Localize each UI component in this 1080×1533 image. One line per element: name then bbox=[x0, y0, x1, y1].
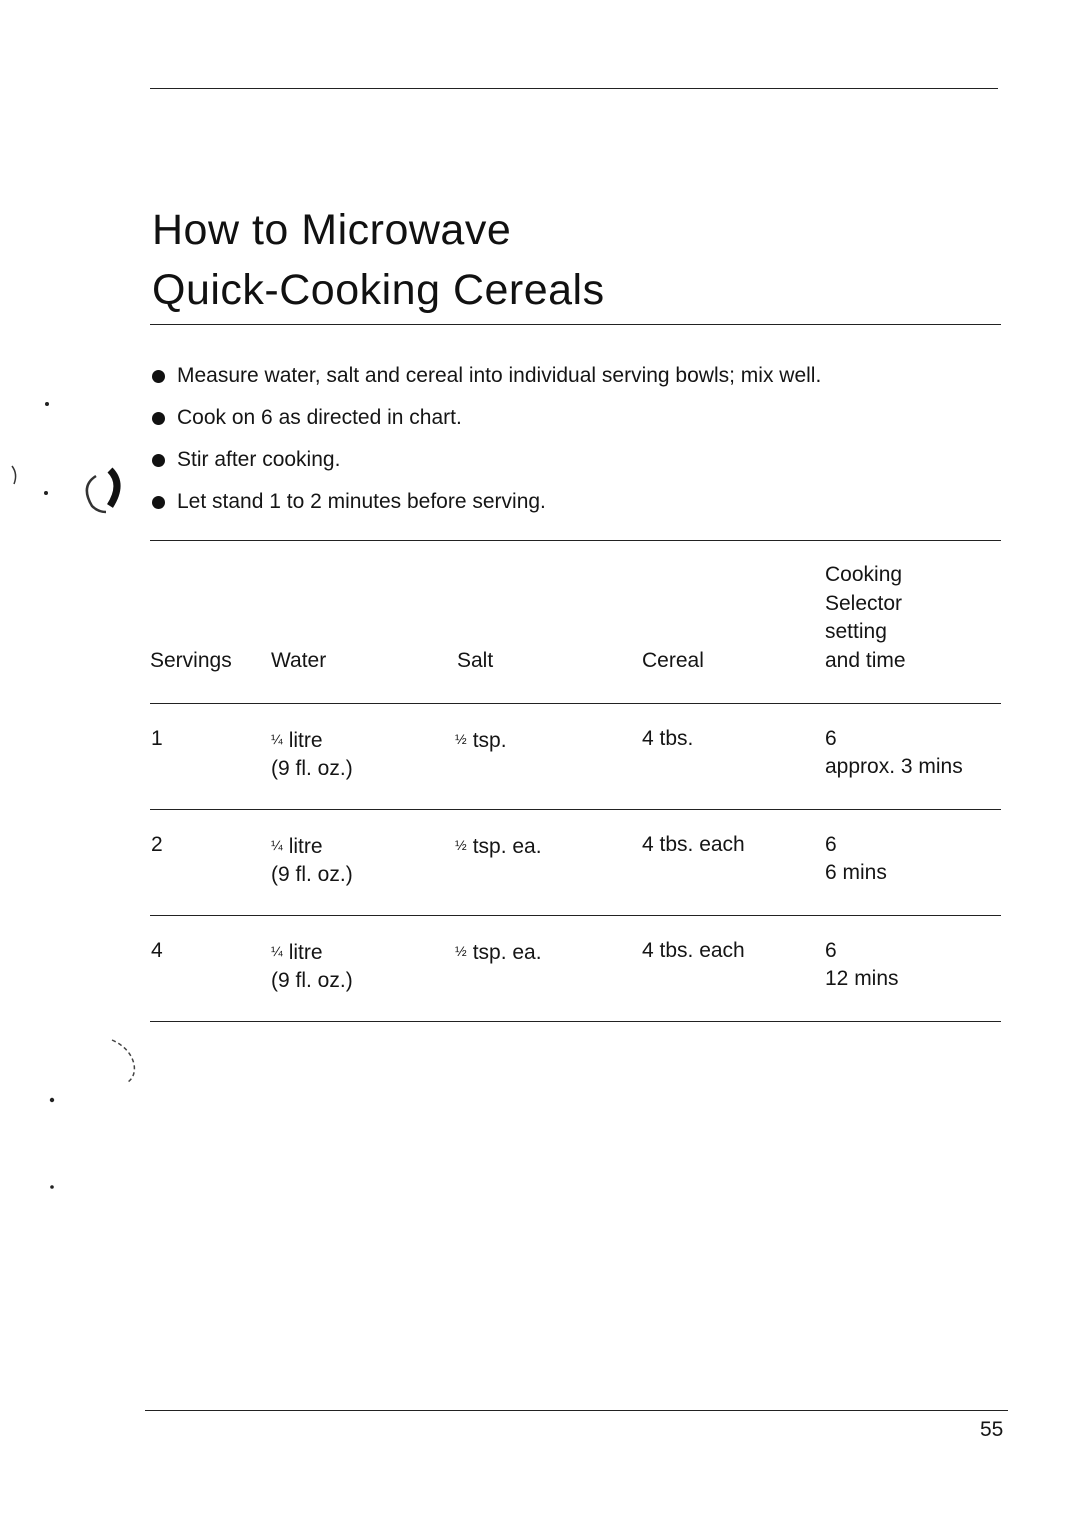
water-unit: litre bbox=[288, 941, 323, 964]
cell-salt bbox=[455, 937, 542, 967]
row-1-rule bbox=[150, 809, 1001, 810]
bullet-dot-icon bbox=[152, 496, 165, 509]
cell-salt bbox=[455, 725, 507, 755]
water-unit: litre bbox=[288, 835, 323, 858]
instruction-list bbox=[152, 355, 821, 523]
bullet-dot-icon bbox=[152, 454, 165, 467]
header-setting bbox=[825, 561, 906, 675]
header-salt: Salt bbox=[457, 649, 494, 672]
speck-mark bbox=[50, 1098, 54, 1102]
bullet-dot-icon bbox=[152, 370, 165, 383]
binder-hole-marks bbox=[0, 0, 150, 1200]
cell-setting bbox=[825, 831, 887, 887]
hole-mark bbox=[112, 1040, 134, 1082]
bullet-dot-icon bbox=[152, 412, 165, 425]
hole-mark bbox=[12, 466, 16, 484]
cell-water bbox=[271, 725, 353, 783]
water-unit: litre bbox=[288, 729, 323, 752]
table-header-rule bbox=[150, 703, 1001, 704]
hole-mark bbox=[110, 470, 117, 506]
setting-value: 6 bbox=[825, 939, 837, 962]
water-oz: (9 fl. oz.) bbox=[271, 969, 353, 992]
cooking-time: 6 mins bbox=[825, 861, 887, 884]
instruction-text: Stir after cooking. bbox=[177, 448, 341, 471]
cell-cereal: 4 tbs. each bbox=[642, 939, 745, 962]
instruction-item bbox=[152, 397, 821, 439]
table-bottom-rule bbox=[150, 1021, 1001, 1022]
instruction-item bbox=[152, 481, 821, 523]
cell-salt bbox=[455, 831, 542, 861]
cooking-time: approx. 3 mins bbox=[825, 755, 963, 778]
water-oz: (9 fl. oz.) bbox=[271, 863, 353, 886]
instruction-text: Let stand 1 to 2 minutes before serving. bbox=[177, 490, 546, 513]
salt-fraction: ½ bbox=[455, 731, 467, 747]
instruction-text: Cook on 6 as directed in chart. bbox=[177, 406, 462, 429]
header-cereal: Cereal bbox=[642, 649, 704, 672]
water-fraction: ¼ bbox=[271, 731, 283, 747]
cell-setting bbox=[825, 725, 963, 781]
cell-servings: 2 bbox=[151, 833, 163, 856]
header-setting-line: Cooking bbox=[825, 563, 903, 586]
header-water: Water bbox=[271, 649, 327, 672]
header-servings: Servings bbox=[150, 649, 232, 672]
setting-value: 6 bbox=[825, 727, 837, 750]
cell-servings: 4 bbox=[151, 939, 163, 962]
speck-mark bbox=[50, 1185, 54, 1189]
cell-water bbox=[271, 831, 353, 889]
title-underline bbox=[150, 324, 1001, 325]
cell-cereal: 4 tbs. bbox=[642, 727, 694, 750]
title-line-2: Quick-Cooking Cereals bbox=[152, 266, 605, 314]
cell-setting bbox=[825, 937, 899, 993]
header-setting-line: Selector bbox=[825, 591, 903, 615]
instruction-item bbox=[152, 439, 821, 481]
page-number: 55 bbox=[980, 1418, 1004, 1441]
hole-mark bbox=[87, 476, 106, 512]
header-setting-line: setting bbox=[825, 620, 887, 643]
salt-fraction: ½ bbox=[455, 837, 467, 853]
row-2-rule bbox=[150, 915, 1001, 916]
water-oz: (9 fl. oz.) bbox=[271, 757, 353, 780]
top-rule bbox=[150, 88, 998, 89]
header-setting-line: and time bbox=[825, 648, 906, 672]
salt-fraction: ½ bbox=[455, 943, 467, 959]
footer-rule bbox=[145, 1410, 1008, 1411]
salt-unit: tsp. bbox=[472, 729, 507, 752]
title-line-1: How to Microwave bbox=[152, 206, 512, 254]
salt-unit: tsp. ea. bbox=[472, 941, 542, 964]
instruction-text: Measure water, salt and cereal into individual serving bowls; mix well. bbox=[177, 364, 822, 387]
instruction-item bbox=[152, 355, 821, 397]
cell-water bbox=[271, 937, 353, 995]
salt-unit: tsp. ea. bbox=[472, 835, 542, 858]
water-fraction: ¼ bbox=[271, 837, 283, 853]
water-fraction: ¼ bbox=[271, 943, 283, 959]
cell-cereal: 4 tbs. each bbox=[642, 833, 745, 856]
setting-value: 6 bbox=[825, 833, 837, 856]
instructions-underline bbox=[150, 540, 1001, 541]
cell-servings: 1 bbox=[151, 727, 163, 750]
speck-mark bbox=[44, 491, 48, 495]
page-title bbox=[152, 200, 605, 320]
cooking-time: 12 mins bbox=[825, 967, 899, 990]
speck-mark bbox=[45, 402, 49, 406]
